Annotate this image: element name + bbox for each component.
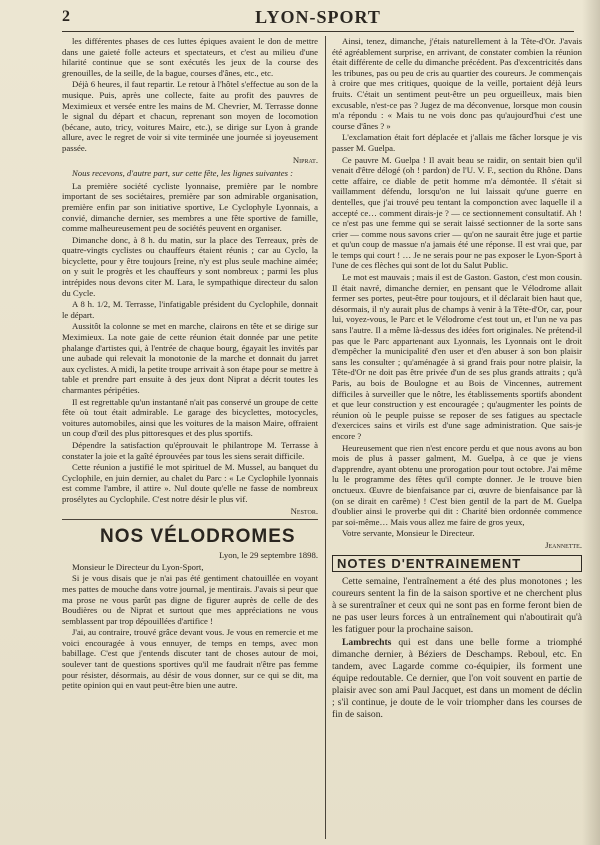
lead-in: Nous recevons, d'autre part, sur cette fête, les lignes suivantes : xyxy=(72,168,294,179)
paragraph: Votre servante, Monsieur le Directeur. xyxy=(342,528,475,539)
paragraph: Dimanche donc, à 8 h. du matin, sur la place des Terreaux, près de quatre-vingts cyclistes ou chauffeurs étaient réunis ; car au Cyclo, la bicyclette, pour y être toujours [reine, n'y est plus seule machine aimée; on y suit le progrès et les chauffeurs y sont nombreux ; parmi les plus intrépides nous devons citer M. Lara, le sympathique directeur du salon du Cycle. xyxy=(62,234,318,298)
signature: Niprat. xyxy=(292,154,318,165)
paragraph-text: qui est dans une belle forme a triomphé dimanche dernier, à Béziers de Deschamps. Reboul, etc. En tandem, avec Lagarde comme co-équipier, ils forment une équipe redoutable. Ce dernier, que l'on voit souvent en partie de plaisir avec son ami Paul Jacquet, est dans un moment de déclin ; s'il continue, je doute de le voir triompher dans les courses de fin de saison. xyxy=(332,637,582,721)
signature: Nestor. xyxy=(290,505,318,516)
separator xyxy=(62,519,318,520)
paragraph: Si je vous disais que je n'ai pas été gentiment chatouillée en voyant mes pattes de mouche dans votre journal, je mentirais. J'avais si peur que ma prose ne vous parût pas digne de figurer auprès de celle de des Boudières ou de Niprat et surtout que mes appréciations ne vous semblassent par trop dépouillées d'artifice ! xyxy=(62,573,318,626)
letter-greeting: Monsieur le Directeur du Lyon-Sport, xyxy=(72,561,204,572)
notes-title-text: NOTES D'ENTRAINEMENT xyxy=(337,555,522,571)
paragraph: Déjà 6 heures, il faut repartir. Le retour à l'hôtel s'effectue au son de la musique. Puis, après une collecte, faite au profit des pauvres de Meximieux et versée entre les mains de M. Chevrier, M. Terrasse donne le signal du départ et chacun, reprenant son moyen de locomotion (bécane, auto, tricy, voitures Mairc, etc.), se dirige sur Lyon à grande allure, avec le regret de voir si vite terminée une journée si joyeusement passée. xyxy=(62,79,318,153)
page-edge-shadow xyxy=(582,0,600,845)
signature: Jeannette. xyxy=(545,539,582,550)
paragraph: Aussitôt la colonne se met en marche, clairons en tête et se dirige sur Meximieux. La note gaie de cette réunion était donnée par une petite phalange d'artistes qui, à l'entrée de chaque bourg, égayait les invités par une aubade qui relevait la monotonie de la marche et donnait du jarret aux cyclistes. A midi, la petite troupe arrivait à son étape pour se mettre à table et prendre part ensuite à des jeux dont Niprat a décrit toutes les charmantes péripéties. xyxy=(62,321,318,395)
journal-title: LYON-SPORT xyxy=(255,6,381,27)
paragraph: Il est regrettable qu'un instantané n'ait pas conservé un groupe de cette fête où tout était admirable. Le garage des bicyclettes, motocycles, voitures automobiles, ainsi que les voitures de la maison Maire, offraient un coup d'œil des plus pittoresques et des plus sportifs. xyxy=(62,396,318,439)
paragraph: Cette réunion a justifié le mot spirituel de M. Mussel, au banquet du Cyclophile, en juin dernier, au chalet du Parc : « Le Cyclophile lyonnais est comme l'ambre, il attire ». Nul doute qu'elle ne fasse de nombreux prosélytes au Cyclophile. C'est notre désir le plus vif. xyxy=(62,462,318,504)
page-number: 2 xyxy=(62,8,70,25)
paragraph xyxy=(332,637,582,721)
notes-section-title xyxy=(332,555,582,573)
paragraph: Ce pauvre M. Guelpa ! Il avait beau se raidir, on sentait bien qu'il venait d'être délogé (oh ! pardon) de l'U. V. F., section du Rhône. Dans cette affaire, ce diable de petit homme m'a démontée. Il s'était si vaillamment défendu, lorsqu'on ne lui laissait qu'une guerre en dentelles, que j'ai trouvé peu tentant la componction avec laquelle il a accepté ce… comment dirais-je ? — ce sectionnement consultatif. Ah ! ce n'est pas une femme qui se serait laissé sectionner de la sorte sans crier — comme nous savons crier — qu'on ne saurait être juge et partie et qu'un coup de massue n'a jamais été une réponse. Il est vrai que, par le temps qui court ! … Je ne serais pour ne pas exposer le Lyon-Sport à l'une de ces flèches qui sont de lot du Salut Public. xyxy=(332,154,582,271)
paragraph: A 8 h. 1/2, M. Terrasse, l'infatigable président du Cyclophile, donnait le départ. xyxy=(62,299,318,320)
column-divider xyxy=(325,36,326,839)
paragraph: Heureusement que rien n'est encore perdu et que nous avons au bon mois de plus à passer galment, M. Guelpa, à ce que je viens d'apprendre, ayant obtenu une prorogation pour tout octobre. J'ai même lu le programme des fêtes qu'il compte donner. Je le trouve bien onctueux. Œuvre de bienfaisance par ci, œuvre de bienfaisance par là (on se dirait en carême) ! C'est bien gentil de la part de M. Guelpa d'oublier ainsi le proverbe qui dit : Charité bien ordonnée commence par soi-même… Mais vous allez me faire de gros yeux, xyxy=(332,442,582,527)
section-title: NOS VÉLODROMES xyxy=(100,526,296,548)
page-header xyxy=(62,6,574,28)
rider-name: Lambrechts xyxy=(342,637,392,649)
paragraph: Le mot est mauvais ; mais il est de Gaston. Gaston, c'est mon cousin. Il était navré, dimanche dernier, en pensant que le Vélodrome allait fermer ses portes, peut-être pour toujours, et il déclarait bien haut que, désormais, il n'y aurait plus de champs à venir à la Tête-d'Or, car, pour lui, voyez-vous, le Parc et le Vélodrome c'est tout un, et l'un ne va pas sans l'autre. Il a même là-dessus des idées fort originales. Ne prétend-il pas que le Parc appartenant aux Lyonnais, les Lyonnais ont le droit d'empêcher la municipalité d'en user et d'en abuser à son bon plaisir sans les consulter ; qu'aménagée à si grand frais pour notre plaisir, la Tête-d'Or ne doit pas être privée d'un de ses plus grands attraits ; qu'à Paris, au bois de Boulogne et au Bois de Vincennes, autrement difficiles à surveiller que le nôtre, les établissements sportifs abondent et que leur construction y est encouragée ; qu'augmenter les points de réunion où le peuple puisse se reposer de ses fatigues au spectacle d'exercices sains et virils est d'une sage administration. Que sais-je encore ? xyxy=(332,272,582,441)
paragraph: J'ai, au contraire, trouvé grâce devant vous. Je vous en remercie et me voici encouragée à vous ennuyer, de temps en temps, avec mon babillage. C'est que j'entends discuter tant de choses autour de moi, soulever tant de questions sportives qu'il me faudrait n'être pas femme pour résister, désormais, au désir de vous donner, sur ce qui se dit, ma petite opinion qui en vaut peut-être bien une autre. xyxy=(62,627,318,691)
paragraph: les différentes phases de ces luttes épiques avaient le don de mettre dans une gaieté folle acteurs et spectateurs, et c'est au milieu d'une hilarité continue que se sont exécutés les jeux de la course des grenouilles, de la seille, de la bague, courses d'ânes, etc., etc. xyxy=(62,36,318,78)
right-column xyxy=(332,36,582,839)
paragraph: Ainsi, tenez, dimanche, j'étais naturellement à la Tête-d'Or. J'avais été agréablement surprise, en arrivant, de constater combien la réunion était différente de celle du dimanche précédent. Pas d'excentricités dans les tribunes, pas ou peu de cris au quartier des coureurs. Je commençais à croire que mes critiques, quoique de la veille, portaient déjà leurs fruits. C'était un sentiment peut-être un peu orgueilleux, mais bien excusable, n'est-ce pas ? Jugez de ma déconvenue, lorsque mon cousin m'a répondu : « Mais tu ne vois donc pas qu'aujourd'hui c'est une course d'ânes ? » xyxy=(332,36,582,131)
header-rule xyxy=(62,31,574,32)
paragraph: Cette semaine, l'entraînement a été des plus monotones ; les coureurs sentent la fin de la saison sportive et ne cherchent plus à se surentraîner et ceux qui ne sont pas en forme feront bien de ne pas user leurs forces à un entraînement qui n'aboutirait qu'à les fatiguer pour la prochaine saison. xyxy=(332,576,582,636)
paragraph: L'exclamation était fort déplacée et j'allais me fâcher lorsque je vis passer M. Guelpa. xyxy=(332,132,582,153)
paragraph: La première société cycliste lyonnaise, première par le nombre important de ses sociétaires, première par son admirable organisation, première enfin par son initiative sportive, Le Cyclophyle Lyonnais, a convié, dimanche dernier, ses membres a une fête sportive de famille, comme malheureusement peu de sociétés peuvent en organiser. xyxy=(62,180,318,234)
paragraph: Dépendre la satisfaction qu'éprouvait le philantrope M. Terrasse à constater la joie et la gaîté éprouvées par tous les siens serait difficile. xyxy=(62,439,318,461)
dateline: Lyon, le 29 septembre 1898. xyxy=(219,550,318,561)
left-column xyxy=(62,36,318,839)
